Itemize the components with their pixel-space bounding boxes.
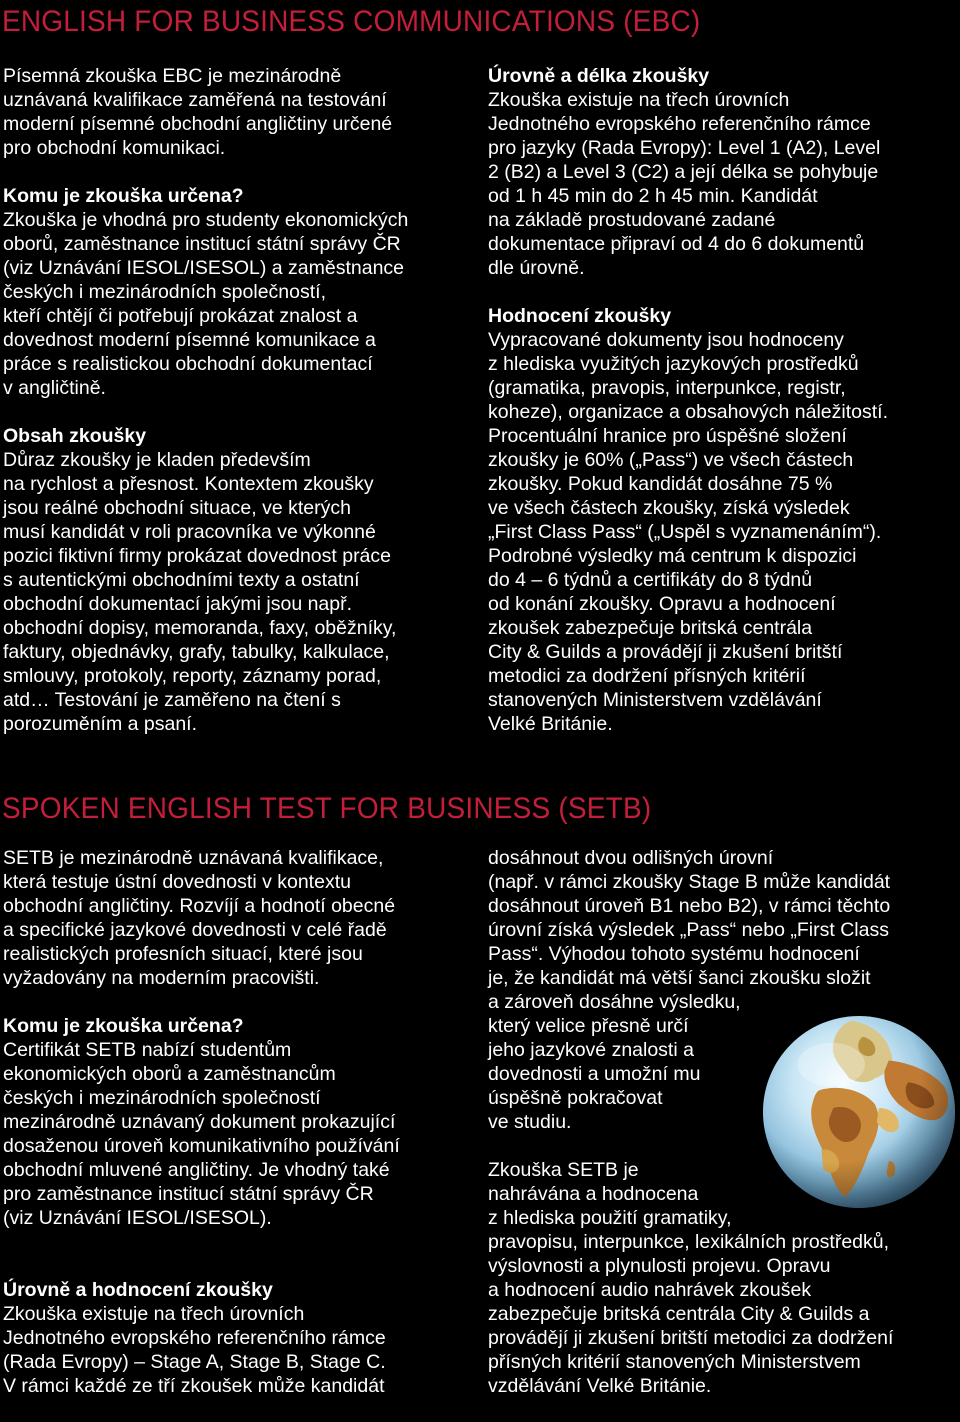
setb-urovne-title: Úrovně a hodnocení zkoušky bbox=[3, 1279, 273, 1301]
ebc-intro: Písemná zkouška EBC je mezinárodně uznávaná kvalifikace zaměřená na testování moderní písemné obchodní angličtiny určené pro obchodní komunikaci. bbox=[3, 65, 393, 159]
ebc-urovne-title: Úrovně a délka zkoušky bbox=[488, 65, 710, 87]
ebc-komu-section: Komu je zkouška určena? Zkouška je vhodná pro studenty ekonomických oborů, zaměstnance institucí státní správy ČR (viz Uznávání IESOL/ISESOL) a zaměstnance českých i mezinárodních společností, kteří chtějí či potřebují prokázat znalost a dovednost moderní písemné komunikace a práce s realistickou obchodní dokumentací v angličtině. bbox=[3, 184, 473, 400]
ebc-heading: ENGLISH FOR BUSINESS COMMUNICATIONS (EBC) bbox=[2, 5, 701, 38]
ebc-urovne-section: Úrovně a délka zkoušky Zkouška existuje na třech úrovních Jednotného evropského referenčního rámce pro jazyky (Rada Evropy): Level 1 (A2), Level 2 (B2) a Level 3 (C2) a její délka se pohybuje od 1 h 45 min do 2 h 45 min. Kandidát na základě prostudované zadané dokumentace připraví od 4 do 6 dokumentů dle úrovně. bbox=[488, 64, 958, 280]
ebc-left-column bbox=[3, 64, 473, 760]
ebc-komu-title: Komu je zkouška určena? bbox=[3, 185, 244, 207]
setb-komu-section: Komu je zkouška určena? Certifikát SETB nabízí studentům ekonomických oborů a zaměstnancům českých i mezinárodních společností mezinárodně uznávaný dokument prokazující dosaženou úroveň komunikativního používání obchodní mluvené angličtiny. Je vhodný také pro zaměstnance institucí státní správy ČR (viz Uznávání IESOL/ISESOL). bbox=[3, 1014, 473, 1230]
setb-right-para-2: Zkouška SETB je nahrávána a hodnocena z hlediska použití gramatiky, pravopisu, interpunkce, lexikálních prostředků, výslovnosti a plynulosti projevu. Opravu a hodnocení audio nahrávek zkoušek zabezpečuje britská centrála City & Guilds a provádějí ji zkušení britští metodici za dodržení přísných kritérií stanovených Ministerstvem vzdělávání Velké Británie. bbox=[488, 1159, 894, 1397]
setb-left-column bbox=[3, 846, 473, 1422]
ebc-hodnoceni-title: Hodnocení zkoušky bbox=[488, 305, 672, 327]
ebc-obsah-section: Obsah zkoušky Důraz zkoušky je kladen především na rychlost a přesnost. Kontextem zkoušky jsou reálné obchodní situace, ve kterých musí kandidát v roli pracovníka ve výkonné pozici fiktivní firmy prokázat dovednost práce s autentickými obchodními texty a ostatní obchodní dokumentací jakými jsou např. obchodní dopisy, memoranda, faxy, oběžníky, faktury, objednávky, grafy, tabulky, kalkulace, smlouvy, protokoly, reporty, záznamy porad, atd… Testování je zaměřeno na čtení s porozuměním a psaní. bbox=[3, 424, 473, 736]
ebc-hodnoceni-section: Hodnocení zkoušky Vypracované dokumenty jsou hodnoceny z hlediska využitých jazykových prostředků (gramatika, pravopis, interpunkce, registr, koheze), organizace a obsahových náležitostí. Procentuální hranice pro úspěšné složení zkoušky je 60% („Pass“) ve všech částech zkoušky. Pokud kandidát dosáhne 75 % ve všech částech zkoušky, získá výsledek „First Class Pass“ („Uspěl s vyznamenáním“). Podrobné výsledky má centrum k dispozici do 4 – 6 týdnů a certifikáty do 8 týdnů od konání zkoušky. Opravu a hodnocení zkoušek zabezpečuje britská centrála City & Guilds a provádějí ji zkušení britští metodici za dodržení přísných kritérií stanovených Ministerstvem vzdělávání Velké Británie. bbox=[488, 304, 958, 736]
globe-icon bbox=[760, 1012, 958, 1212]
ebc-right-column bbox=[488, 64, 958, 760]
setb-komu-title: Komu je zkouška určena? bbox=[3, 1015, 244, 1037]
setb-right-para-1: dosáhnout dvou odlišných úrovní (např. v rámci zkoušky Stage B může kandidát dosáhnout úroveň B1 nebo B2), v rámci těchto úrovní získá výsledek „Pass“ nebo „First Class Pass“. Výhodou tohoto systému hodnocení je, že kandidát má větší šanci zkoušku složit a zároveň dosáhne výsledku, který velice přesně určí jeho jazykové znalosti a dovednosti a umožní mu úspěšně pokračovat ve studiu. bbox=[488, 847, 891, 1133]
ebc-obsah-title: Obsah zkoušky bbox=[3, 425, 147, 447]
setb-urovne-section: Úrovně a hodnocení zkoušky Zkouška existuje na třech úrovních Jednotného evropského referenčního rámce (Rada Evropy) – Stage A, Stage B, Stage C. V rámci každé ze tří zkoušek může kandidát bbox=[3, 1278, 473, 1398]
setb-heading: SPOKEN ENGLISH TEST FOR BUSINESS (SETB) bbox=[2, 792, 652, 825]
setb-intro: SETB je mezinárodně uznávaná kvalifikace, která testuje ústní dovednosti v kontextu obchodní angličtiny. Rozvíjí a hodnotí obecné a specifické jazykové dovednosti v celé řadě realistických profesních situací, které jsou vyžadovány na moderním pracovišti. bbox=[3, 847, 396, 989]
